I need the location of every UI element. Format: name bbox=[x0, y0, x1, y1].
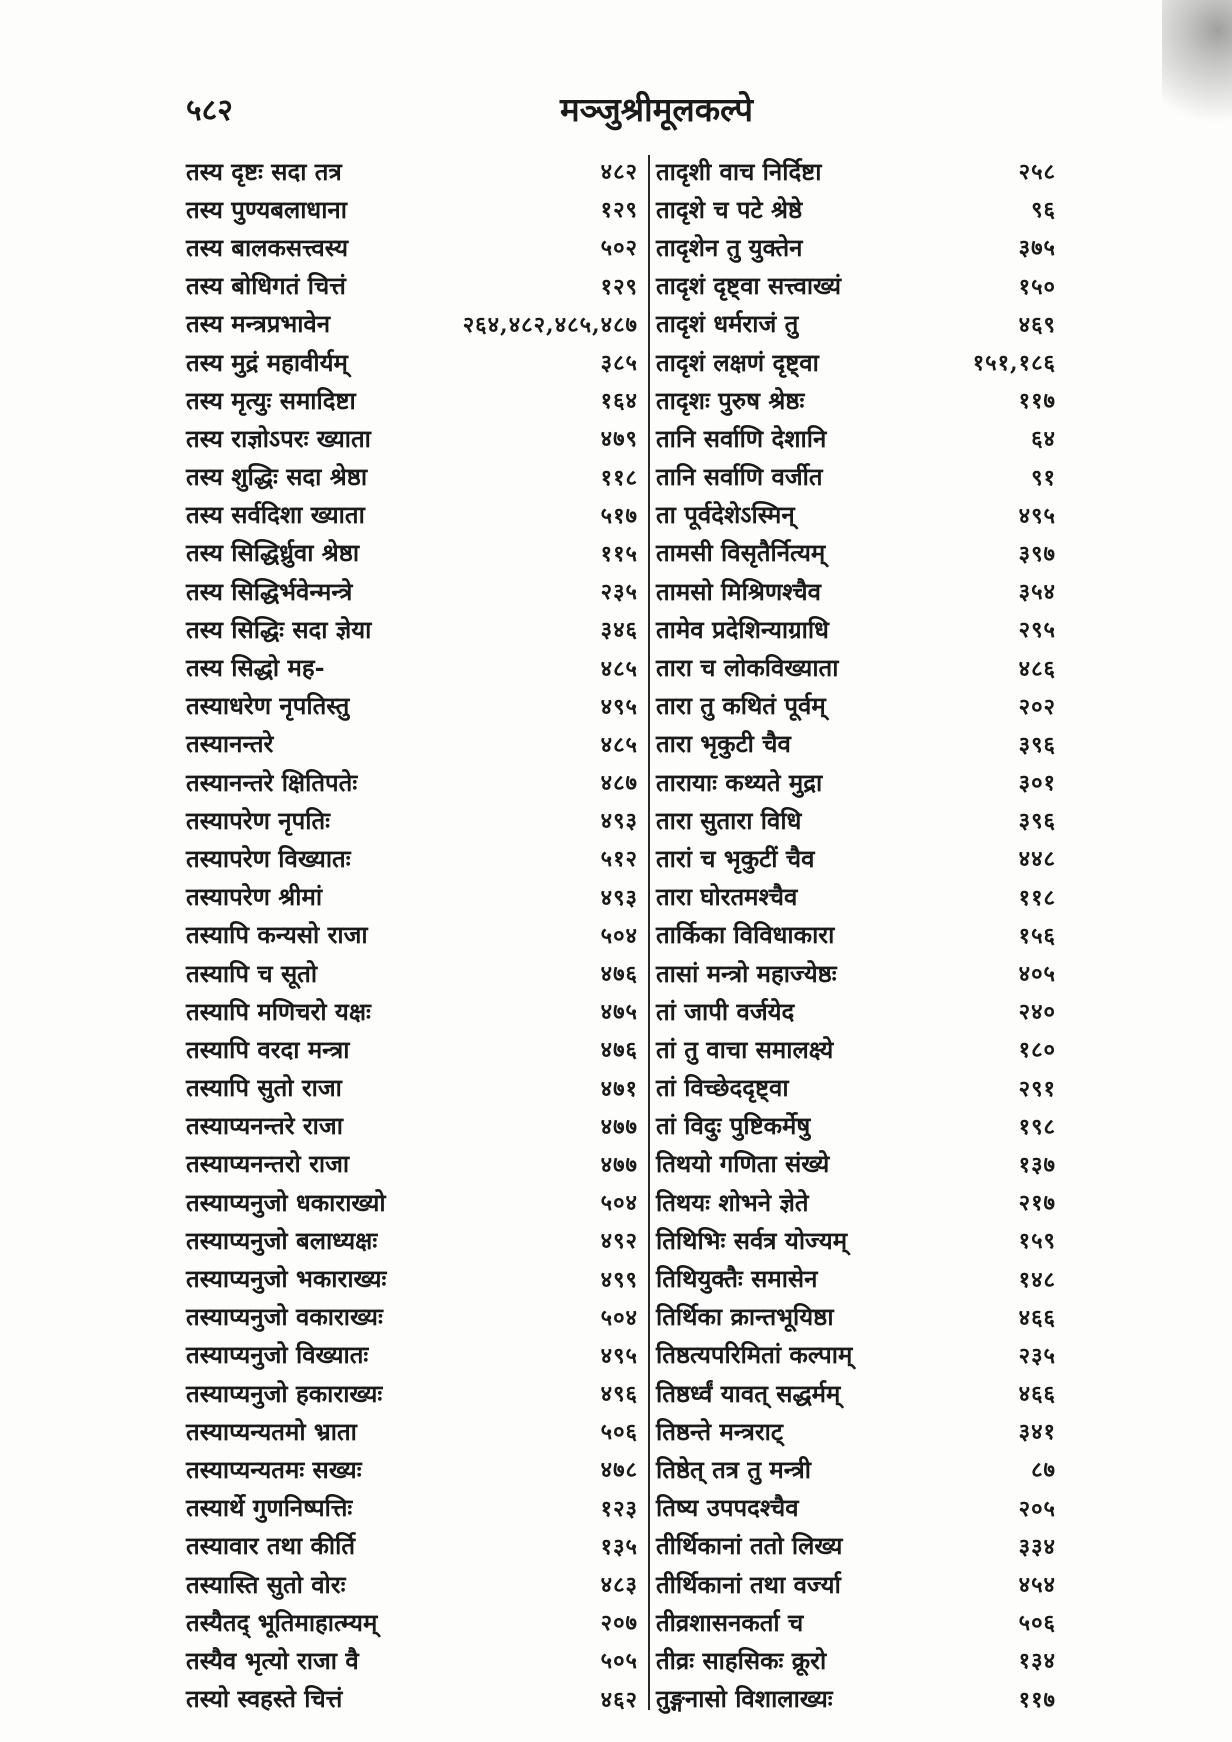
page-reference: ६४ bbox=[1031, 426, 1056, 453]
index-entry bbox=[656, 419, 1056, 457]
page-reference: ४९५ bbox=[600, 1342, 638, 1369]
column-divider bbox=[648, 155, 650, 1710]
index-entry bbox=[186, 1412, 638, 1450]
index-term: तस्य बालकसत्त्वस्य bbox=[186, 232, 349, 262]
page-reference: २५८ bbox=[1018, 159, 1056, 186]
page-reference: ११८ bbox=[1018, 884, 1056, 911]
page-reference: ४९९ bbox=[600, 1266, 638, 1293]
index-entry bbox=[656, 1565, 1056, 1603]
page-reference: ४९३ bbox=[600, 808, 638, 835]
page-reference: ४९५ bbox=[1018, 502, 1056, 529]
page-reference: २३५ bbox=[600, 579, 638, 606]
page-reference: ११८ bbox=[600, 464, 638, 491]
page-reference: ३४१ bbox=[1018, 1419, 1056, 1446]
index-entry bbox=[656, 648, 1056, 686]
index-term: तारा तु कथितं पूर्वम् bbox=[656, 691, 826, 721]
page-reference: ४७७ bbox=[600, 1151, 638, 1178]
page-reference: ५१२ bbox=[600, 846, 638, 873]
index-term: तार्किका विविधाकारा bbox=[656, 920, 835, 950]
page-reference: १५६ bbox=[1018, 922, 1056, 949]
index-entry bbox=[186, 725, 638, 763]
index-entry bbox=[186, 496, 638, 534]
page-reference: ४८७ bbox=[600, 770, 638, 797]
index-term: तारां च भृकुटीं चैव bbox=[656, 843, 815, 873]
index-term: तामेव प्रदेशिन्याग्राधि bbox=[656, 614, 829, 644]
index-term: तस्यापि मणिचरो यक्षः bbox=[186, 996, 371, 1026]
index-term: तस्याप्यनुजो बलाध्यक्षः bbox=[186, 1225, 378, 1255]
index-entry bbox=[186, 267, 638, 305]
index-entry bbox=[186, 534, 638, 572]
index-term: तिथयो गणिता संख्ये bbox=[656, 1149, 830, 1179]
index-entry bbox=[656, 1450, 1056, 1488]
index-entry bbox=[186, 1145, 638, 1183]
page-reference: १९८ bbox=[1018, 1113, 1056, 1140]
index-entry bbox=[186, 1450, 638, 1488]
index-entry bbox=[656, 572, 1056, 610]
index-entry bbox=[186, 419, 638, 457]
page-reference: ४८२ bbox=[600, 159, 638, 186]
index-term: तीव्रशासनकर्ता च bbox=[656, 1607, 804, 1637]
page-reference: ३९६ bbox=[1018, 731, 1056, 758]
page-reference: ३९७ bbox=[1018, 540, 1056, 567]
page-reference: १८० bbox=[1018, 1037, 1056, 1064]
page-reference: २९५ bbox=[1018, 617, 1056, 644]
index-entry bbox=[656, 1336, 1056, 1374]
index-entry bbox=[186, 1489, 638, 1527]
page-reference: ४९२ bbox=[600, 1228, 638, 1255]
page-reference: २६४,४८२,४८५,४८७ bbox=[462, 311, 638, 338]
index-column-right bbox=[656, 152, 1056, 1718]
page-reference: २१७ bbox=[1018, 1190, 1056, 1217]
page-reference: ५०४ bbox=[600, 1304, 638, 1331]
page-reference: ८७ bbox=[1031, 1457, 1056, 1484]
page-reference: २३५ bbox=[1018, 1342, 1056, 1369]
page-reference: ४६२ bbox=[600, 1686, 638, 1713]
page-reference: ४६६ bbox=[1018, 1381, 1056, 1408]
page-reference: २९१ bbox=[1018, 1075, 1056, 1102]
page-reference: २०२ bbox=[1018, 693, 1056, 720]
index-entry bbox=[656, 954, 1056, 992]
page-reference: ४७५ bbox=[600, 999, 638, 1026]
index-term: तस्य मन्त्रप्रभावेन bbox=[186, 309, 331, 339]
index-entry bbox=[186, 610, 638, 648]
page-reference: १६४ bbox=[600, 388, 638, 415]
index-term: तां जापी वर्जयेद bbox=[656, 996, 795, 1026]
index-term: तिष्ठर्ध्वं यावत् सद्धर्मम् bbox=[656, 1378, 841, 1408]
page-reference: ३९६ bbox=[1018, 808, 1056, 835]
index-term: तस्यापरेण श्रीमां bbox=[186, 882, 323, 912]
page-reference: ५०४ bbox=[600, 1190, 638, 1217]
index-entry bbox=[656, 1030, 1056, 1068]
index-entry bbox=[656, 1641, 1056, 1679]
page-reference: ४८६ bbox=[1018, 655, 1056, 682]
page-reference: १३७ bbox=[1018, 1151, 1056, 1178]
index-term: तस्याधरेण नृपतिस्तु bbox=[186, 691, 350, 721]
index-entry bbox=[656, 992, 1056, 1030]
index-entry bbox=[186, 381, 638, 419]
page-reference: ४७६ bbox=[600, 961, 638, 988]
page-reference: ३७५ bbox=[1018, 235, 1056, 262]
page-reference: ४०५ bbox=[1018, 961, 1056, 988]
page-reference: ४४८ bbox=[1018, 846, 1056, 873]
index-entry bbox=[656, 801, 1056, 839]
index-term: तस्यावार तथा कीर्ति bbox=[186, 1531, 356, 1561]
index-entry bbox=[656, 1412, 1056, 1450]
index-term: तस्याप्यनुजो वकाराख्यः bbox=[186, 1302, 383, 1332]
index-entry bbox=[186, 878, 638, 916]
index-term: तस्य दृष्टः सदा तत्र bbox=[186, 156, 342, 186]
page-reference: ९६ bbox=[1031, 197, 1056, 224]
index-term: तस्यापरेण विख्यातः bbox=[186, 843, 351, 873]
index-term: तस्यापि च सूतो bbox=[186, 958, 318, 988]
page-reference: ५१७ bbox=[600, 502, 638, 529]
page-reference: ४७६ bbox=[600, 1037, 638, 1064]
index-term: तस्यो स्वहस्ते चित्तं bbox=[186, 1684, 343, 1714]
index-term: तीर्थिकानां ततो लिख्य bbox=[656, 1531, 843, 1561]
index-entry bbox=[186, 1565, 638, 1603]
index-entry bbox=[186, 1336, 638, 1374]
page-reference: ११७ bbox=[1018, 388, 1056, 415]
page-reference: ४८५ bbox=[600, 731, 638, 758]
index-term: तस्य सिद्धिः सदा ज्ञेया bbox=[186, 614, 372, 644]
page-reference: ५०५ bbox=[600, 1648, 638, 1675]
page-reference: ५०६ bbox=[600, 1419, 638, 1446]
index-entry bbox=[186, 1030, 638, 1068]
index-term: तामसो मिश्रिणश्चैव bbox=[656, 576, 821, 606]
index-term: तारा घोरतमश्चैव bbox=[656, 882, 798, 912]
index-column-left bbox=[186, 152, 638, 1718]
index-entry bbox=[656, 763, 1056, 801]
page-reference: ४८३ bbox=[600, 1572, 638, 1599]
index-term: तस्यापि सुतो राजा bbox=[186, 1073, 342, 1103]
index-entry bbox=[656, 1107, 1056, 1145]
index-term: तस्याप्यन्यतमः सख्यः bbox=[186, 1454, 362, 1484]
index-term: तस्य मृत्युः समादिष्टा bbox=[186, 385, 356, 415]
index-term: तादृशेन तु युक्तेन bbox=[656, 232, 803, 262]
index-term: तारायाः कथ्यते मुद्रा bbox=[656, 767, 823, 797]
index-entry bbox=[186, 763, 638, 801]
index-term: तामसी विसृतैर्नित्यम् bbox=[656, 538, 826, 568]
index-entry bbox=[186, 1641, 638, 1679]
index-term: तारा सुतारा विधि bbox=[656, 805, 802, 835]
index-entry bbox=[186, 190, 638, 228]
page-reference: ४७१ bbox=[600, 1075, 638, 1102]
index-term: तस्यास्ति सुतो वोरः bbox=[186, 1569, 346, 1599]
index-entry bbox=[656, 534, 1056, 572]
page-reference: ३३४ bbox=[1018, 1533, 1056, 1560]
page-reference: १२३ bbox=[600, 1495, 638, 1522]
index-term: तस्यापि वरदा मन्त्रा bbox=[186, 1034, 350, 1064]
page-reference: ९१ bbox=[1031, 464, 1056, 491]
index-entry bbox=[656, 228, 1056, 266]
index-entry bbox=[656, 343, 1056, 381]
index-term: तस्याप्यनुजो विख्यातः bbox=[186, 1340, 369, 1370]
index-term: तस्यार्थे गुणनिष्पत्तिः bbox=[186, 1493, 353, 1523]
page-reference: ४९५ bbox=[600, 693, 638, 720]
index-term: तस्य शुद्धिः सदा श्रेष्ठा bbox=[186, 462, 368, 492]
index-entry bbox=[656, 381, 1056, 419]
index-entry bbox=[186, 1183, 638, 1221]
index-term: तीर्थिकानां तथा वर्ज्या bbox=[656, 1569, 841, 1599]
page-reference: ५०२ bbox=[600, 235, 638, 262]
index-entry bbox=[186, 305, 638, 343]
page-reference: २४० bbox=[1018, 999, 1056, 1026]
index-entry bbox=[186, 1527, 638, 1565]
index-entry bbox=[656, 1680, 1056, 1718]
index-term: तां तु वाचा समालक्ष्ये bbox=[656, 1034, 834, 1064]
index-entry bbox=[186, 916, 638, 954]
index-entry bbox=[656, 1145, 1056, 1183]
index-entry bbox=[656, 190, 1056, 228]
index-term: तस्यैव भृत्यो राजा वै bbox=[186, 1645, 359, 1675]
index-term: तस्यैतद् भूतिमाहात्म्यम् bbox=[186, 1607, 378, 1637]
index-entry bbox=[656, 496, 1056, 534]
index-term: तिथयः शोभने ज्ञेते bbox=[656, 1187, 809, 1217]
scan-corner-mark bbox=[1162, 0, 1232, 150]
index-entry bbox=[186, 648, 638, 686]
index-term: तस्य सिद्धिर्ध्रुवा श्रेष्ठा bbox=[186, 538, 360, 568]
page-reference: १३५ bbox=[600, 1533, 638, 1560]
index-term: तीव्रः साहसिकः क्रूरो bbox=[656, 1645, 827, 1675]
page-reference: ४६९ bbox=[1018, 311, 1056, 338]
index-term: तासां मन्त्रो महाज्येष्ठः bbox=[656, 958, 837, 988]
index-term: तस्यानन्तरे क्षितिपतेः bbox=[186, 767, 358, 797]
index-entry bbox=[656, 839, 1056, 877]
index-entry bbox=[186, 152, 638, 190]
index-term: तिष्ठत्यपरिमितां कल्पाम् bbox=[656, 1340, 853, 1370]
index-entry bbox=[656, 1221, 1056, 1259]
index-entry bbox=[186, 839, 638, 877]
page-reference: ४९३ bbox=[600, 884, 638, 911]
index-term: तां विदुः पुष्टिकर्मेषु bbox=[656, 1111, 811, 1141]
index-term: तारा च लोकविख्याता bbox=[656, 653, 839, 683]
index-entry bbox=[656, 1259, 1056, 1297]
index-term: तिष्ठन्ते मन्त्रराट् bbox=[656, 1416, 783, 1446]
page-reference: १५१,१८६ bbox=[972, 350, 1056, 377]
page-reference: ४८५ bbox=[600, 655, 638, 682]
index-entry bbox=[186, 1298, 638, 1336]
index-entry bbox=[186, 1603, 638, 1641]
index-term: तस्यानन्तरे bbox=[186, 729, 274, 759]
index-term: तस्य मुद्रं महावीर्यम् bbox=[186, 347, 348, 377]
index-entry bbox=[186, 1374, 638, 1412]
page-reference: ४६६ bbox=[1018, 1304, 1056, 1331]
index-entry bbox=[186, 343, 638, 381]
index-term: तादृशं दृष्ट्वा सत्त्वाख्यं bbox=[656, 271, 841, 301]
index-entry bbox=[656, 305, 1056, 343]
index-entry bbox=[656, 1298, 1056, 1336]
index-term: तस्याप्यन्यतमो भ्राता bbox=[186, 1416, 357, 1446]
index-entry bbox=[186, 687, 638, 725]
page-reference: २०५ bbox=[1018, 1495, 1056, 1522]
index-entry bbox=[656, 916, 1056, 954]
index-term: तानि सर्वाणि वर्जीत bbox=[656, 462, 823, 492]
index-term: तानि सर्वाणि देशानि bbox=[656, 423, 827, 453]
index-entry bbox=[656, 1069, 1056, 1107]
index-term: तादृशः पुरुष श्रेष्ठः bbox=[656, 385, 805, 415]
index-entry bbox=[656, 1527, 1056, 1565]
page-reference: १५० bbox=[1018, 273, 1056, 300]
index-entry bbox=[656, 267, 1056, 305]
index-term: तादृशं धर्मराजं तु bbox=[656, 309, 799, 339]
index-term: तस्य राज्ञोऽपरः ख्याता bbox=[186, 423, 371, 453]
page-reference: १४८ bbox=[1018, 1266, 1056, 1293]
page-reference: ३८५ bbox=[600, 350, 638, 377]
index-term: तस्य पुण्यबलाधाना bbox=[186, 194, 347, 224]
index-entry bbox=[186, 228, 638, 266]
page-reference: ११७ bbox=[1018, 1686, 1056, 1713]
page-reference: १२९ bbox=[600, 273, 638, 300]
index-entry bbox=[656, 458, 1056, 496]
page-number: ५८२ bbox=[186, 93, 233, 128]
index-term: ता पूर्वदेशेऽस्मिन् bbox=[656, 500, 795, 530]
page-reference: ३०१ bbox=[1018, 770, 1056, 797]
index-term: तस्याप्यनन्तरो राजा bbox=[186, 1149, 350, 1179]
index-entry bbox=[186, 801, 638, 839]
page-reference: ४९६ bbox=[600, 1381, 638, 1408]
index-term: तादृशं लक्षणं दृष्ट्वा bbox=[656, 347, 819, 377]
index-term: तस्याप्यनुजो धकाराख्यो bbox=[186, 1187, 386, 1217]
index-entry bbox=[656, 725, 1056, 763]
index-entry bbox=[656, 1603, 1056, 1641]
index-entry bbox=[656, 1183, 1056, 1221]
index-entry bbox=[186, 1259, 638, 1297]
index-entry bbox=[656, 152, 1056, 190]
index-entry bbox=[186, 992, 638, 1030]
index-term: तादृशी वाच निर्दिष्टा bbox=[656, 156, 822, 186]
index-entry bbox=[186, 572, 638, 610]
index-entry bbox=[186, 954, 638, 992]
index-term: तस्य सर्वदिशा ख्याता bbox=[186, 500, 365, 530]
index-term: तस्य सिद्धो मह- bbox=[186, 653, 325, 683]
index-term: तस्य बोधिगतं चित्तं bbox=[186, 271, 346, 301]
index-term: तिथिभिः सर्वत्र योज्यम् bbox=[656, 1225, 848, 1255]
index-term: तस्यापि कन्यसो राजा bbox=[186, 920, 368, 950]
index-term: तारा भृकुटी चैव bbox=[656, 729, 791, 759]
page-reference: ११५ bbox=[600, 540, 638, 567]
index-entry bbox=[186, 1107, 638, 1145]
index-term: तिथियुक्तैः समासेन bbox=[656, 1264, 818, 1294]
index-entry bbox=[656, 878, 1056, 916]
index-entry bbox=[186, 458, 638, 496]
running-head: मञ्जुश्रीमूलकल्पे bbox=[560, 90, 753, 129]
page-reference: ३४६ bbox=[600, 617, 638, 644]
index-entry bbox=[186, 1221, 638, 1259]
page-reference: ५०४ bbox=[600, 922, 638, 949]
index-term: तस्याप्यनुजो हकाराख्यः bbox=[186, 1378, 383, 1408]
index-term: तिष्य उपपदश्चैव bbox=[656, 1493, 799, 1523]
page-reference: ४७८ bbox=[600, 1457, 638, 1484]
index-term: तस्याप्यनन्तरे राजा bbox=[186, 1111, 343, 1141]
index-entry bbox=[656, 610, 1056, 648]
index-entry bbox=[186, 1680, 638, 1718]
index-entry bbox=[656, 687, 1056, 725]
page-reference: २०७ bbox=[600, 1610, 638, 1637]
index-term: तुङ्गनासो विशालाख्यः bbox=[656, 1684, 833, 1714]
page-reference: ४७९ bbox=[600, 426, 638, 453]
index-term: तिर्थिका क्रान्तभूयिष्ठा bbox=[656, 1302, 834, 1332]
index-entry bbox=[656, 1489, 1056, 1527]
page-reference: १३४ bbox=[1018, 1648, 1056, 1675]
index-entry bbox=[656, 1374, 1056, 1412]
page-reference: ३५४ bbox=[1018, 579, 1056, 606]
index-term: तादृशे च पटे श्रेष्ठे bbox=[656, 194, 803, 224]
page-reference: ४७७ bbox=[600, 1113, 638, 1140]
index-entry bbox=[186, 1069, 638, 1107]
index-term: तस्य सिद्धिर्भवेन्मन्त्रे bbox=[186, 576, 353, 606]
page-reference: १२९ bbox=[600, 197, 638, 224]
index-term: तस्याप्यनुजो भकाराख्यः bbox=[186, 1264, 387, 1294]
index-term: तिष्ठेत् तत्र तु मन्त्री bbox=[656, 1454, 812, 1484]
page-reference: १५९ bbox=[1018, 1228, 1056, 1255]
index-term: तां विच्छेददृष्ट्वा bbox=[656, 1073, 789, 1103]
page-reference: ४५४ bbox=[1018, 1572, 1056, 1599]
index-term: तस्यापरेण नृपतिः bbox=[186, 805, 331, 835]
page-reference: ५०६ bbox=[1018, 1610, 1056, 1637]
